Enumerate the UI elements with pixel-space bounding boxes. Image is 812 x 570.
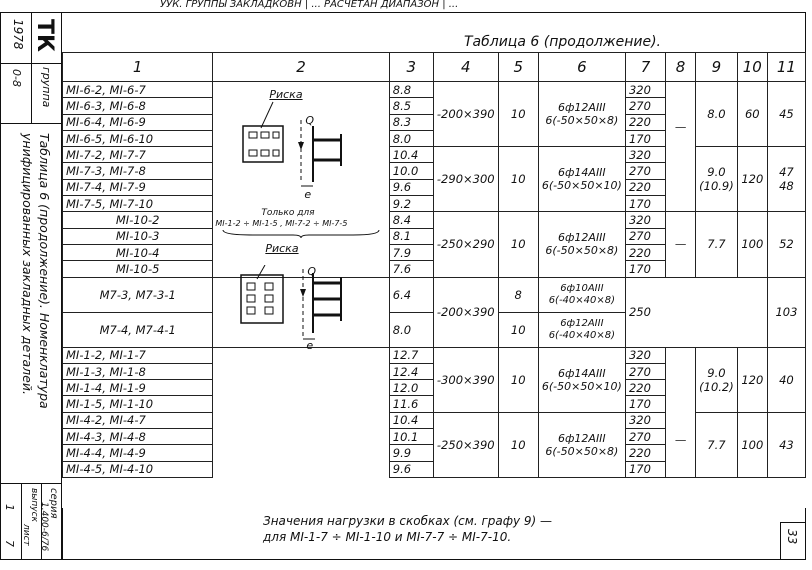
cell: -250×290 <box>433 212 498 277</box>
cell: 220 <box>625 179 665 195</box>
table-row <box>63 277 806 312</box>
cell <box>538 412 625 477</box>
page-number: 33 <box>785 529 799 545</box>
cell: 43 <box>767 412 805 477</box>
top-strip: УУК. ГРУППЫ ЗАКЛАДКОВН | ... РАСЧЕТАН ДИАПАЗОН | ... <box>160 0 459 10</box>
cell: 170 <box>625 130 665 146</box>
footnote-block <box>62 508 806 560</box>
cell-line: 6(-50×50×10) <box>541 179 622 193</box>
col-header: 4 <box>433 53 498 82</box>
table-title: Таблица 6 (продолжение). <box>464 34 661 50</box>
cell-line: 6(-50×50×8) <box>545 114 619 128</box>
side-bottom-block <box>1 483 61 560</box>
mark-cell: М7-4, М7-4-1 <box>63 312 213 347</box>
cell: 9.6 <box>389 179 433 195</box>
cell: 320 <box>625 147 665 163</box>
plate-drawing-2 <box>213 265 389 365</box>
cell <box>538 82 625 147</box>
cell-col7 <box>625 277 767 347</box>
mark-cell: МI-6-5, МI-6-10 <box>63 130 213 146</box>
cell: 8.0 <box>389 312 433 347</box>
cell <box>538 212 625 277</box>
spec-table <box>62 52 806 478</box>
cell: 12.7 <box>389 347 433 363</box>
col-header: 6 <box>538 53 625 82</box>
col-header: 3 <box>389 53 433 82</box>
cell-line: 6(-50×50×8) <box>545 444 619 458</box>
cell-line: 6ф14АIII <box>558 366 606 380</box>
cell: 270 <box>625 363 665 379</box>
cell: 220 <box>625 244 665 260</box>
cell: 170 <box>625 196 665 212</box>
brace-line <box>213 228 389 238</box>
cell: 8.0 <box>696 82 738 147</box>
mark-cell: МI-7-4, МI-7-9 <box>63 179 213 195</box>
mark-cell: МI-4-5, МI-4-10 <box>63 461 213 477</box>
cell: 100 <box>737 412 767 477</box>
cell: -250×390 <box>433 412 498 477</box>
cell: 7.6 <box>389 261 433 277</box>
cell-line: 6ф12АIII <box>558 101 606 115</box>
side-issue-label: выпуск <box>29 488 39 523</box>
cell: 10 <box>498 82 538 147</box>
cell: 10 <box>498 147 538 212</box>
mark-cell: МI-10-2 <box>63 212 213 228</box>
cell: 12.4 <box>389 363 433 379</box>
side-top-block <box>1 13 61 64</box>
table-row <box>63 212 806 228</box>
mark-cell: МI-6-3, МI-6-8 <box>63 98 213 114</box>
side-issue-value: 1 <box>3 504 16 511</box>
q-label-2: Q <box>307 265 317 278</box>
side-series-value: 1.400-6/76 <box>39 502 49 552</box>
col-header: 11 <box>767 53 805 82</box>
cell: 10.0 <box>389 163 433 179</box>
cell: -200×390 <box>433 82 498 147</box>
cell: 10 <box>498 347 538 412</box>
risk-label: Риска <box>269 88 303 101</box>
cell: 100 <box>737 212 767 277</box>
footnote-line-1: Значения нагрузки в скобках (см. графу 9) — <box>263 514 553 528</box>
cell-line: 6(-50×50×10) <box>541 379 622 393</box>
figure-continuation <box>213 347 389 477</box>
cell: 9.0 (10.9) <box>696 147 738 212</box>
cell: 220 <box>625 380 665 396</box>
cell: 270 <box>625 98 665 114</box>
cell: 7.7 <box>696 212 738 277</box>
e-label: e <box>304 188 312 201</box>
cell: 9.9 <box>389 445 433 461</box>
cell <box>538 147 625 212</box>
cell: 10.4 <box>389 147 433 163</box>
side-series-mark: ТК <box>32 19 57 52</box>
cell: 103 <box>767 277 805 347</box>
cell: 220 <box>625 114 665 130</box>
cell: 10 <box>498 312 538 347</box>
mark-cell: МI-10-4 <box>63 244 213 260</box>
e-label-2: e <box>306 339 314 352</box>
mark-cell: МI-1-2, МI-1-7 <box>63 347 213 363</box>
cell: 320 <box>625 412 665 428</box>
mark-cell: МI-10-3 <box>63 228 213 244</box>
cell: 170 <box>625 261 665 277</box>
cell: 11.6 <box>389 396 433 412</box>
cell: 10 <box>498 212 538 277</box>
cell-line: 6ф12АIII <box>558 431 606 445</box>
mark-cell: МI-7-2, МI-7-7 <box>63 147 213 163</box>
cell: 270 <box>625 228 665 244</box>
cell-line: 6(-50×50×8) <box>545 244 619 258</box>
cell: -290×300 <box>433 147 498 212</box>
page-number-box <box>780 522 805 559</box>
table-row <box>63 347 806 363</box>
cell-col8 <box>666 347 696 477</box>
cell: 60 <box>737 82 767 147</box>
mark-cell: МI-4-2, МI-4-7 <box>63 412 213 428</box>
cell: 7.9 <box>389 244 433 260</box>
cell: 270 <box>625 163 665 179</box>
mark-cell: МI-6-2, МI-6-7 <box>63 82 213 98</box>
cell-line: 6ф14АIII <box>558 166 606 180</box>
col-header: 2 <box>213 53 389 82</box>
cell: 12.0 <box>389 380 433 396</box>
table-row <box>63 82 806 98</box>
risk-label-2: Риска <box>265 242 299 255</box>
q-label: Q <box>305 114 315 127</box>
cell-col8 <box>666 82 696 212</box>
mark-cell: МI-10-5 <box>63 261 213 277</box>
cell: 8 <box>498 277 538 312</box>
cell: 270 <box>625 429 665 445</box>
cell: 7.7 <box>696 412 738 477</box>
cell: 170 <box>625 461 665 477</box>
cell <box>538 347 625 412</box>
table-title-frame <box>62 12 806 52</box>
mark-cell: М7-3, М7-3-1 <box>63 277 213 312</box>
cell: 10.1 <box>389 429 433 445</box>
side-title: Таблица 6 (продолжение). Номенклатура унифицированных закладных деталей. <box>20 133 52 409</box>
side-group-label: группа <box>40 67 53 108</box>
cell: 320 <box>625 212 665 228</box>
col-header: 9 <box>696 53 738 82</box>
cell: 8.5 <box>389 98 433 114</box>
figure-cell <box>213 82 389 352</box>
cell: 9.0 (10.2) <box>696 347 738 412</box>
side-sheet-value: 7 <box>3 540 16 547</box>
mark-cell: МI-6-4, МI-6-9 <box>63 114 213 130</box>
side-group-block <box>1 63 61 124</box>
mark-cell: МI-1-5, МI-1-10 <box>63 396 213 412</box>
cell: 6.4 <box>389 277 433 312</box>
col-header: 5 <box>498 53 538 82</box>
cell: 8.0 <box>389 130 433 146</box>
cell: -200×390 <box>433 277 498 347</box>
only-for-range: МI-1-2 ÷ МI-1-5 , МI-7-2 ÷ МI-7-5 <box>215 219 348 228</box>
cell: 45 <box>767 82 805 147</box>
side-year: 1978 <box>11 19 25 50</box>
cell-line: 250 <box>628 305 651 320</box>
cell: 8.8 <box>389 82 433 98</box>
mark-cell: МI-4-4, МI-4-9 <box>63 445 213 461</box>
cell: 47 48 <box>767 147 805 212</box>
cell: 120 <box>737 347 767 412</box>
header-row <box>63 53 806 82</box>
cell: 9.2 <box>389 196 433 212</box>
cell-line: — <box>674 119 687 134</box>
cell-line: — <box>674 433 687 448</box>
cell: 52 <box>767 212 805 277</box>
mark-cell: МI-7-3, МI-7-8 <box>63 163 213 179</box>
cell: 6ф12АIII 6(-40×40×8) <box>538 312 625 347</box>
cell: 40 <box>767 347 805 412</box>
col-header: 10 <box>737 53 767 82</box>
cell: 10.4 <box>389 412 433 428</box>
cell: 170 <box>625 396 665 412</box>
cell: 6ф10АIII 6(-40×40×8) <box>538 277 625 312</box>
col-header: 8 <box>666 53 696 82</box>
mark-cell: МI-1-4, МI-1-9 <box>63 380 213 396</box>
col-header: 1 <box>63 53 213 82</box>
cell: 120 <box>737 147 767 212</box>
mark-cell: МI-7-5, МI-7-10 <box>63 196 213 212</box>
cell: 320 <box>625 82 665 98</box>
cell: 320 <box>625 347 665 363</box>
side-stamp <box>0 12 62 560</box>
cell-line: 6ф12АIII <box>558 231 606 245</box>
side-series-label: серия <box>48 488 59 519</box>
cell: 220 <box>625 445 665 461</box>
cell: 8.3 <box>389 114 433 130</box>
side-sheet-label: лист <box>21 524 31 546</box>
col-header: 7 <box>625 53 665 82</box>
cell: 8.1 <box>389 228 433 244</box>
side-group-value: 0-8 <box>10 69 23 87</box>
only-for-label: Только для <box>261 208 315 218</box>
cell: — <box>666 212 696 277</box>
cell: 9.6 <box>389 461 433 477</box>
cell: 8.4 <box>389 212 433 228</box>
cell: -300×390 <box>433 347 498 412</box>
cell: 10 <box>498 412 538 477</box>
footnote-line-2: для МI-1-7 ÷ МI-1-10 и МI-7-7 ÷ МI-7-10. <box>263 530 512 544</box>
mark-cell: МI-4-3, МI-4-8 <box>63 429 213 445</box>
mark-cell: МI-1-3, МI-1-8 <box>63 363 213 379</box>
